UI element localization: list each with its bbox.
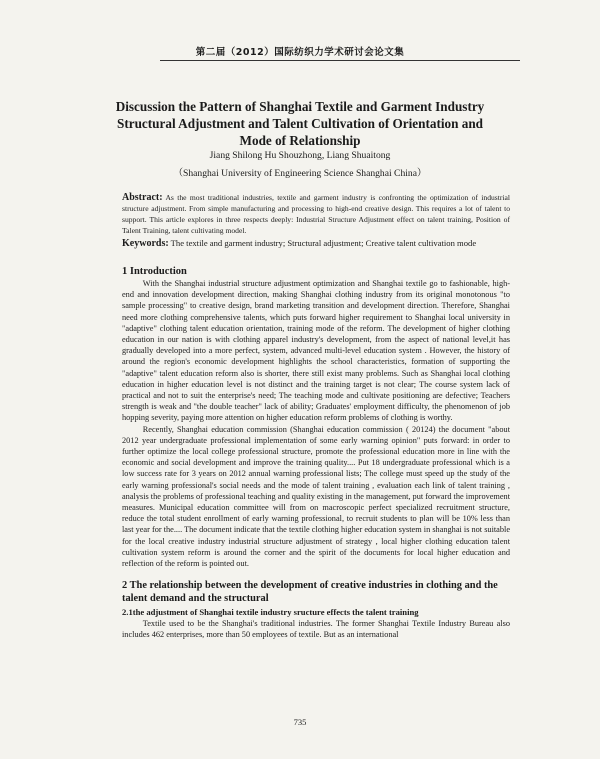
introduction-body (122, 278, 510, 569)
header-rule (160, 60, 520, 61)
keywords-text: The textile and garment industry; Structural adjustment; Creative talent cultivation mode (170, 238, 477, 248)
keywords-label: Keywords: (122, 238, 169, 249)
title-line: Structural Adjustment and Talent Cultivation of Orientation and (117, 116, 483, 131)
abstract-label: Abstract: (122, 192, 163, 203)
subsection-heading-2-1: 2.1the adjustment of Shanghai textile industry sructure effects the talent training (122, 607, 419, 617)
abstract-text: As the most traditional industries, textile and garment industry is confronting the optimization of industrial structure adjustment. From simple manufacturing and processing to high-end creative design. This requires a lot of talent to support. This article explores in three respects deeply: Industrial Structure Adjustment effect on talent training, Position of Talent Training, talent cultivating model. (122, 193, 510, 235)
title-line: Mode of Relationship (239, 133, 361, 148)
section-2-body (122, 618, 510, 640)
running-head: 第二届（2012）国际纺织力学术研讨会论文集 (195, 47, 405, 58)
paper-title (80, 98, 520, 149)
keywords (122, 238, 522, 249)
paragraph: Textile used to be the Shanghai's traditional industries. The former Shanghai Textile Industry Bureau also includes 462 enterprises, more than 50 employees of textile. But as an international (122, 619, 510, 640)
abstract (122, 192, 510, 236)
paragraph: Recently, Shanghai education commission (Shanghai education commission ( 20124) the document "about 2012 year undergraduate professional implementation of some early warning opinion" puts forward: in order to further optimize the local college professional structure, promote the professional education more in line with the economic and social development and improve the training quality.... Put 18 undergraduate professional which is a low success rate for 3 years on 2012 annual warning professional lists; The college must speed up the study of the early warning professional's social needs and the mode of talent training , evaluation each link of talent training , analysis the problems of professional teaching and quality existing in the management, put forward the improvement measures. Municipal education committee will from on macroscopic perfect specialized recruitment structure, reduce the total student enrollment of early warning professional, to recruit students to plan will be 10% less than last year for the.... The document indicate that the textile clothing higher education system in shanghai is not suitable for the local creative industry industrial structure adjustment of strategy , local higher clothing education talent cultivation system reform is around the corner and the spirit of the documents for local higher education and reflection of the reform is pointed out. (122, 424, 511, 569)
affiliation: （Shanghai University of Engineering Science Shanghai China） (173, 168, 427, 179)
authors: Jiang Shilong Hu Shouzhong, Liang Shuaitong (209, 150, 391, 161)
section-heading-2: 2 The relationship between the development of creative industries in clothing and the talent demand and the structural (122, 580, 498, 604)
section-heading-introduction: 1 Introduction (122, 266, 187, 277)
paragraph: With the Shanghai industrial structure adjustment optimization and Shanghai textile go to fashionable, high-end and innovation development direction, making Shanghai clothing industry from its original monotonous "to sample processing" to creative design, brand marketing transition and development direction. Therefore, Shanghai need more clothing comprehensive talents, which puts forward higher requirement to Shanghai local university in "adaptive" clothing talent education orientation, training mode of the reform. The development of higher clothing education in our nation is with clothing apparel industry's development, from the aspect of national level,it has gradually developed into a more perfect, system, advanced multi-level education system . However, the history of around the region's economic development highlights the school characteristics, formation of supporting the "adaptive" talent education reform also is shorter, there still exist many problems. Such as Shanghai local clothing education in higher education level is not distinct and the training target is not clear; The course system lack of practical and not to suit the enterprise's need; The teaching mode and cultivate positioning are defective; Teachers strength is weak and "the double teacher" lack of ability; Graduates' employment difficulty, the phenomenon of job hopping severity, paying more attention on higher education reform problems of clothing is worthy. (122, 279, 510, 423)
page-number: 735 (293, 717, 307, 727)
title-line: Discussion the Pattern of Shanghai Textile and Garment Industry (115, 99, 485, 114)
